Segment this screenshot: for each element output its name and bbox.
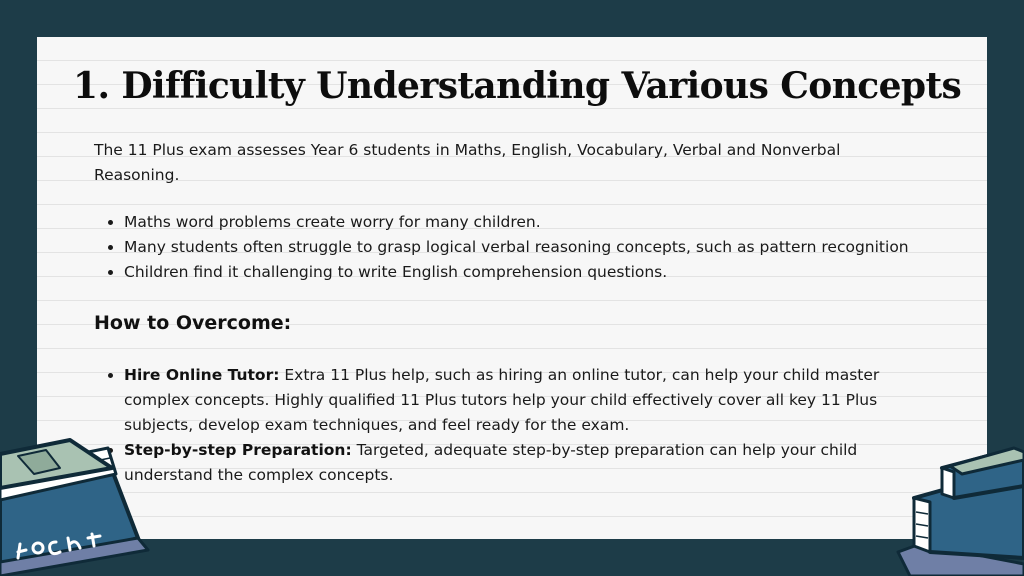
list-item bbox=[124, 438, 944, 488]
book-stack-icon bbox=[0, 430, 160, 576]
section-heading: How to Overcome: bbox=[94, 312, 292, 334]
item-label: Hire Online Tutor: bbox=[124, 366, 280, 384]
slide-paper bbox=[37, 37, 987, 539]
item-text: Extra 11 Plus help, such as hiring an online tutor, can help your child master complex concepts. Highly qualified 11 Plus tutors help your child effectively cover all key 11 Plus subjects, develop exam techniques, and feel ready for the exam. bbox=[124, 366, 880, 434]
intro-paragraph: The 11 Plus exam assesses Year 6 students in Maths, English, Vocabulary, Verbal and Nonverbal Reasoning. bbox=[94, 141, 841, 184]
book-stack-icon bbox=[890, 440, 1024, 576]
item-text: Targeted, adequate step-by-step preparation can help your child understand the complex concepts. bbox=[124, 441, 858, 484]
overcome-list bbox=[94, 363, 944, 488]
list-item: • Maths word problems create worry for many children. bbox=[124, 210, 1004, 235]
difficulty-list bbox=[94, 210, 1004, 285]
list-item: • Children find it challenging to write English comprehension questions. bbox=[124, 260, 1004, 285]
item-label: Step-by-step Preparation: bbox=[124, 441, 352, 459]
list-item bbox=[124, 363, 944, 438]
list-item: • Many students often struggle to grasp logical verbal reasoning concepts, such as pattern recognition bbox=[124, 235, 1004, 260]
slide-title: 1. Difficulty Understanding Various Concepts bbox=[73, 65, 962, 107]
